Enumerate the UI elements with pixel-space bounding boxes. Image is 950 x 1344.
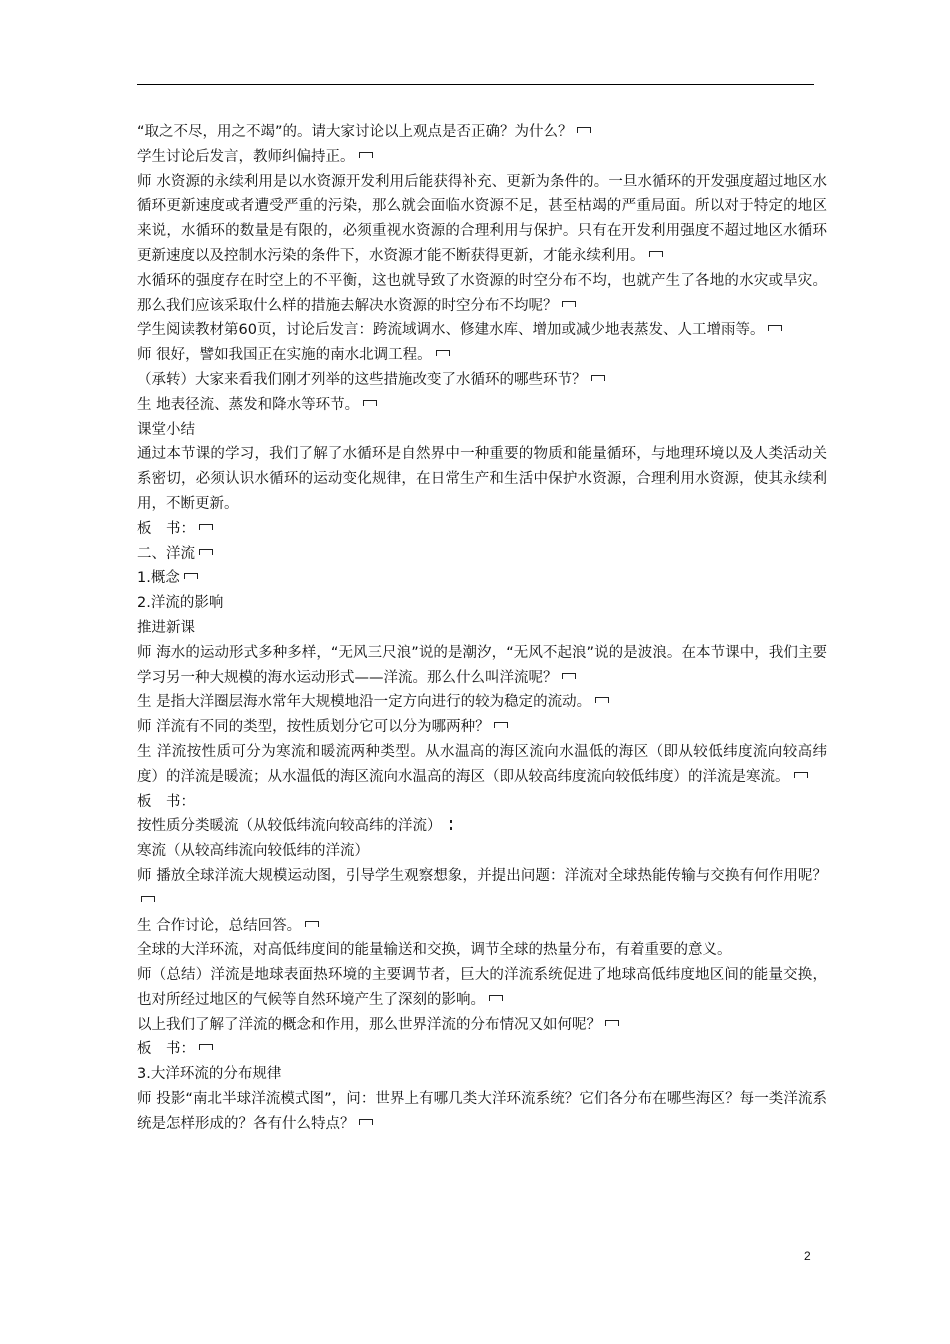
page-number: 2 — [804, 1249, 811, 1263]
paragraph — [137, 442, 827, 516]
paragraph — [137, 1013, 827, 1038]
paragraph — [137, 269, 827, 319]
paragraph-text: 师 水资源的永续利用是以水资源开发利用后能获得补充、更新为条件的。一旦水循环的开发强度超过地区水循环更新速度或者遭受严重的污染，那么就会面临水资源不足，甚至枯竭的严重局面。所以对于特定的地区来说，水循环的数量是有限的，必须重视水资源的合理利用与保护。只有在开发利用强度不超过地区水循环更新速度以及控制水污染的条件下，水资源才能不断获得更新，才能永续利用。 — [137, 173, 827, 264]
paragraph-text: 1.概念 — [137, 570, 180, 587]
paragraph-text: 师（总结）洋流是地球表面热环境的主要调节者，巨大的洋流系统促进了地球高低纬度地区间的能量交换，也对所经过地区的气候等自然环境产生了深刻的影响。 — [137, 967, 827, 1008]
paragraph — [137, 566, 827, 591]
paragraph — [137, 591, 827, 616]
paragraph-mark-icon — [489, 995, 503, 1005]
paragraph-text: 课堂小结 — [137, 421, 195, 438]
paragraph-mark-icon — [649, 251, 663, 261]
paragraph-mark-icon — [363, 400, 377, 410]
paragraph — [137, 318, 827, 343]
paragraph — [137, 641, 827, 691]
paragraph-text: 师 很好，譬如我国正在实施的南水北调工程。 — [137, 347, 432, 364]
paragraph — [137, 517, 827, 542]
paragraph — [137, 790, 827, 815]
paragraph-text: 寒流（从较高纬流向较低纬的洋流） — [137, 843, 369, 860]
paragraph-text: 生 是指大洋圈层海水常年大规模地沿一定方向进行的较为稳定的流动。 — [137, 694, 592, 711]
paragraph-mark-icon — [359, 152, 373, 162]
paragraph — [137, 170, 827, 269]
paragraph — [137, 914, 827, 939]
brace-mark-icon — [448, 818, 454, 832]
paragraph — [137, 938, 827, 963]
paragraph — [137, 1037, 827, 1062]
paragraph-text: 师 投影“南北半球洋流模式图”，问：世界上有哪几类大洋环流系统？它们各分布在哪些海区？每一类洋流系统是怎样形成的？各有什么特点？ — [137, 1091, 827, 1132]
paragraph-mark-icon — [768, 325, 782, 335]
paragraph-mark-icon — [359, 1119, 373, 1129]
paragraph-mark-icon — [577, 127, 591, 137]
paragraph-text: 推进新课 — [137, 619, 195, 636]
paragraph — [137, 1062, 827, 1087]
paragraph — [137, 839, 827, 864]
paragraph-text: 师 洋流有不同的类型，按性质划分它可以分为哪两种？ — [137, 719, 490, 736]
paragraph-text: 2.洋流的影响 — [137, 595, 224, 612]
paragraph-text: 按性质分类暖流（从较低纬流向较高纬的洋流） — [137, 818, 442, 835]
paragraph — [137, 343, 827, 368]
paragraph-mark-icon — [305, 921, 319, 931]
paragraph-text: 3.大洋环流的分布规律 — [137, 1066, 282, 1083]
paragraph-text: 全球的大洋环流，对高低纬度间的能量输送和交换，调节全球的热量分布，有着重要的意义。 — [137, 942, 732, 959]
paragraph-text: 通过本节课的学习，我们了解了水循环是自然界中一种重要的物质和能量循环，与地理环境以及人类活动关系密切，必须认识水循环的运动变化规律，在日常生产和生活中保护水资源，合理利用水资源，使其永续利用，不断更新。 — [137, 446, 827, 512]
paragraph-mark-icon — [494, 722, 508, 732]
header-rule — [137, 84, 814, 85]
paragraph-mark-icon — [562, 673, 576, 683]
paragraph-mark-icon — [605, 1020, 619, 1030]
paragraph-text: 板 书： — [137, 793, 195, 810]
paragraph — [137, 1087, 827, 1137]
paragraph — [137, 393, 827, 418]
paragraph-mark-icon — [184, 573, 198, 583]
paragraph-text: “取之不尽，用之不竭”的。请大家讨论以上观点是否正确？为什么？ — [137, 124, 573, 140]
paragraph-mark-icon — [199, 549, 213, 559]
paragraph-mark-icon — [199, 524, 213, 534]
paragraph-text: 水循环的强度存在时空上的不平衡，这也就导致了水资源的时空分布不均，也就产生了各地的水灾或旱灾。那么我们应该采取什么样的措施去解决水资源的时空分布不均呢？ — [137, 272, 827, 314]
paragraph — [137, 740, 827, 790]
paragraph-text: 以上我们了解了洋流的概念和作用，那么世界洋流的分布情况又如何呢？ — [137, 1016, 601, 1033]
paragraph-mark-icon — [595, 697, 609, 707]
paragraph-mark-icon — [794, 772, 808, 782]
paragraph — [137, 864, 827, 914]
paragraph-text: 板 书： — [137, 1041, 195, 1058]
paragraph-text: 板 书： — [137, 520, 195, 537]
paragraph — [137, 690, 827, 715]
paragraph-text: （承转）大家来看我们刚才列举的这些措施改变了水循环的哪些环节？ — [137, 371, 587, 388]
paragraph-text: 生 洋流按性质可分为寒流和暖流两种类型。从水温高的海区流向水温低的海区（即从较低纬度流向较高纬度）的洋流是暖流；从水温低的海区流向水温高的海区（即从较高纬度流向较低纬度）的洋流是寒流。 — [137, 743, 827, 785]
paragraph-mark-icon — [141, 896, 155, 906]
paragraph-text: 师 海水的运动形式多种多样，“无风三尺浪”说的是潮汐，“无风不起浪”说的是波浪。在本节课中，我们主要学习另一种大规模的海水运动形式——洋流。那么什么叫洋流呢？ — [137, 644, 827, 686]
paragraph — [137, 814, 827, 839]
paragraph — [137, 418, 827, 443]
paragraph — [137, 368, 827, 393]
paragraph — [137, 616, 827, 641]
paragraph — [137, 120, 827, 145]
document-body — [137, 120, 827, 1137]
paragraph — [137, 542, 827, 567]
paragraph-mark-icon — [436, 350, 450, 360]
paragraph-mark-icon — [591, 375, 605, 385]
paragraph — [137, 145, 827, 170]
paragraph-text: 生 地表径流、蒸发和降水等环节。 — [137, 396, 360, 413]
paragraph-text: 师 播放全球洋流大规模运动图，引导学生观察想象，并提出问题：洋流对全球热能传输与交换有何作用呢？ — [137, 867, 827, 884]
paragraph-text: 学生讨论后发言，教师纠偏持正。 — [137, 148, 355, 165]
paragraph — [137, 715, 827, 740]
paragraph-text: 学生阅读教材第60页，讨论后发言：跨流域调水、修建水库、增加或减少地表蒸发、人工增雨等。 — [137, 322, 765, 339]
paragraph — [137, 963, 827, 1013]
paragraph-text: 二、洋流 — [137, 545, 195, 562]
paragraph-mark-icon — [199, 1044, 213, 1054]
paragraph-text: 生 合作讨论，总结回答。 — [137, 917, 302, 934]
paragraph-mark-icon — [562, 301, 576, 311]
